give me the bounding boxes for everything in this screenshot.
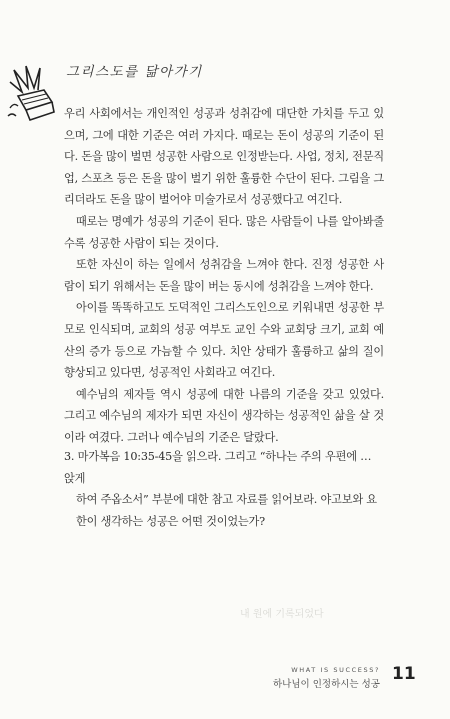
bleed-through-text: 내 원에 기록되었다	[240, 609, 324, 620]
page-number: 11	[392, 664, 416, 684]
body-text	[64, 103, 384, 449]
body-paragraph: 때로는 명예가 성공의 기준이 된다. 많은 사람들이 나를 알아봐줄수록 성공한 사람이 되는 것이다.	[64, 214, 384, 250]
footer-korean-title: 하나님이 인정하시는 성공	[273, 679, 380, 690]
body-paragraph: 또한 자신이 하는 일에서 성취감을 느껴야 한다. 진정 성공한 사람이 되기 위해서는 돈을 많이 버는 동시에 성취감을 느껴야 한다.	[64, 258, 384, 293]
question-continuation: 하여 주옵소서” 부분에 대한 참고 자료를 읽어보라. 야고보와 요한이 생각하는 성공은 어떤 것이었는가?	[76, 493, 377, 528]
running-footer	[273, 666, 380, 690]
body-paragraph: 아이를 똑똑하고도 도덕적인 그리스도인으로 키워내면 성공한 부모로 인식되며, 교회의 성공 여부도 교인 수와 교회당 크기, 교회 예산의 증가 등으로 가늠할 수 있다. 치안 상태가 훌륭하고 삶의 질이 향상되고 있다면, 성공적인 사회라고 여긴다.	[64, 301, 384, 380]
body-paragraph: 예수님의 제자들 역시 성공에 대한 나름의 기준을 갖고 있었다. 그리고 예수님의 제자가 되면 자신이 생각하는 성공적인 삶을 살 것이라 여겼다. 그러나 예수님의 기준은 달랐다.	[64, 387, 384, 444]
study-question	[64, 446, 384, 532]
bird-with-book-icon	[4, 62, 60, 124]
question-number: 3.	[64, 450, 75, 463]
body-paragraph: 우리 사회에서는 개인적인 성공과 성취감에 대단한 가치를 두고 있으며, 그에 대한 기준은 여러 가지다. 때로는 돈이 성공의 기준이 된다. 돈을 많이 벌면 성공한 사람으로 인정받는다. 사업, 정치, 전문직업, 스포츠 등은 돈을 많이 벌기 위한 훌륭한 수단이 된다. 그림을 그리더라도 돈을 많이 벌어야 미술가로서 성공했다고 여긴다.	[64, 107, 384, 207]
question-first-line	[64, 446, 384, 489]
footer-english-title: WHAT IS SUCCESS?	[291, 666, 380, 674]
section-title: 그리스도를 닮아가기	[66, 64, 203, 80]
question-text: 마가복음 10:35-45을 읽으라. 그리고 “하나는 주의 우편에 … 앉게	[64, 450, 372, 485]
